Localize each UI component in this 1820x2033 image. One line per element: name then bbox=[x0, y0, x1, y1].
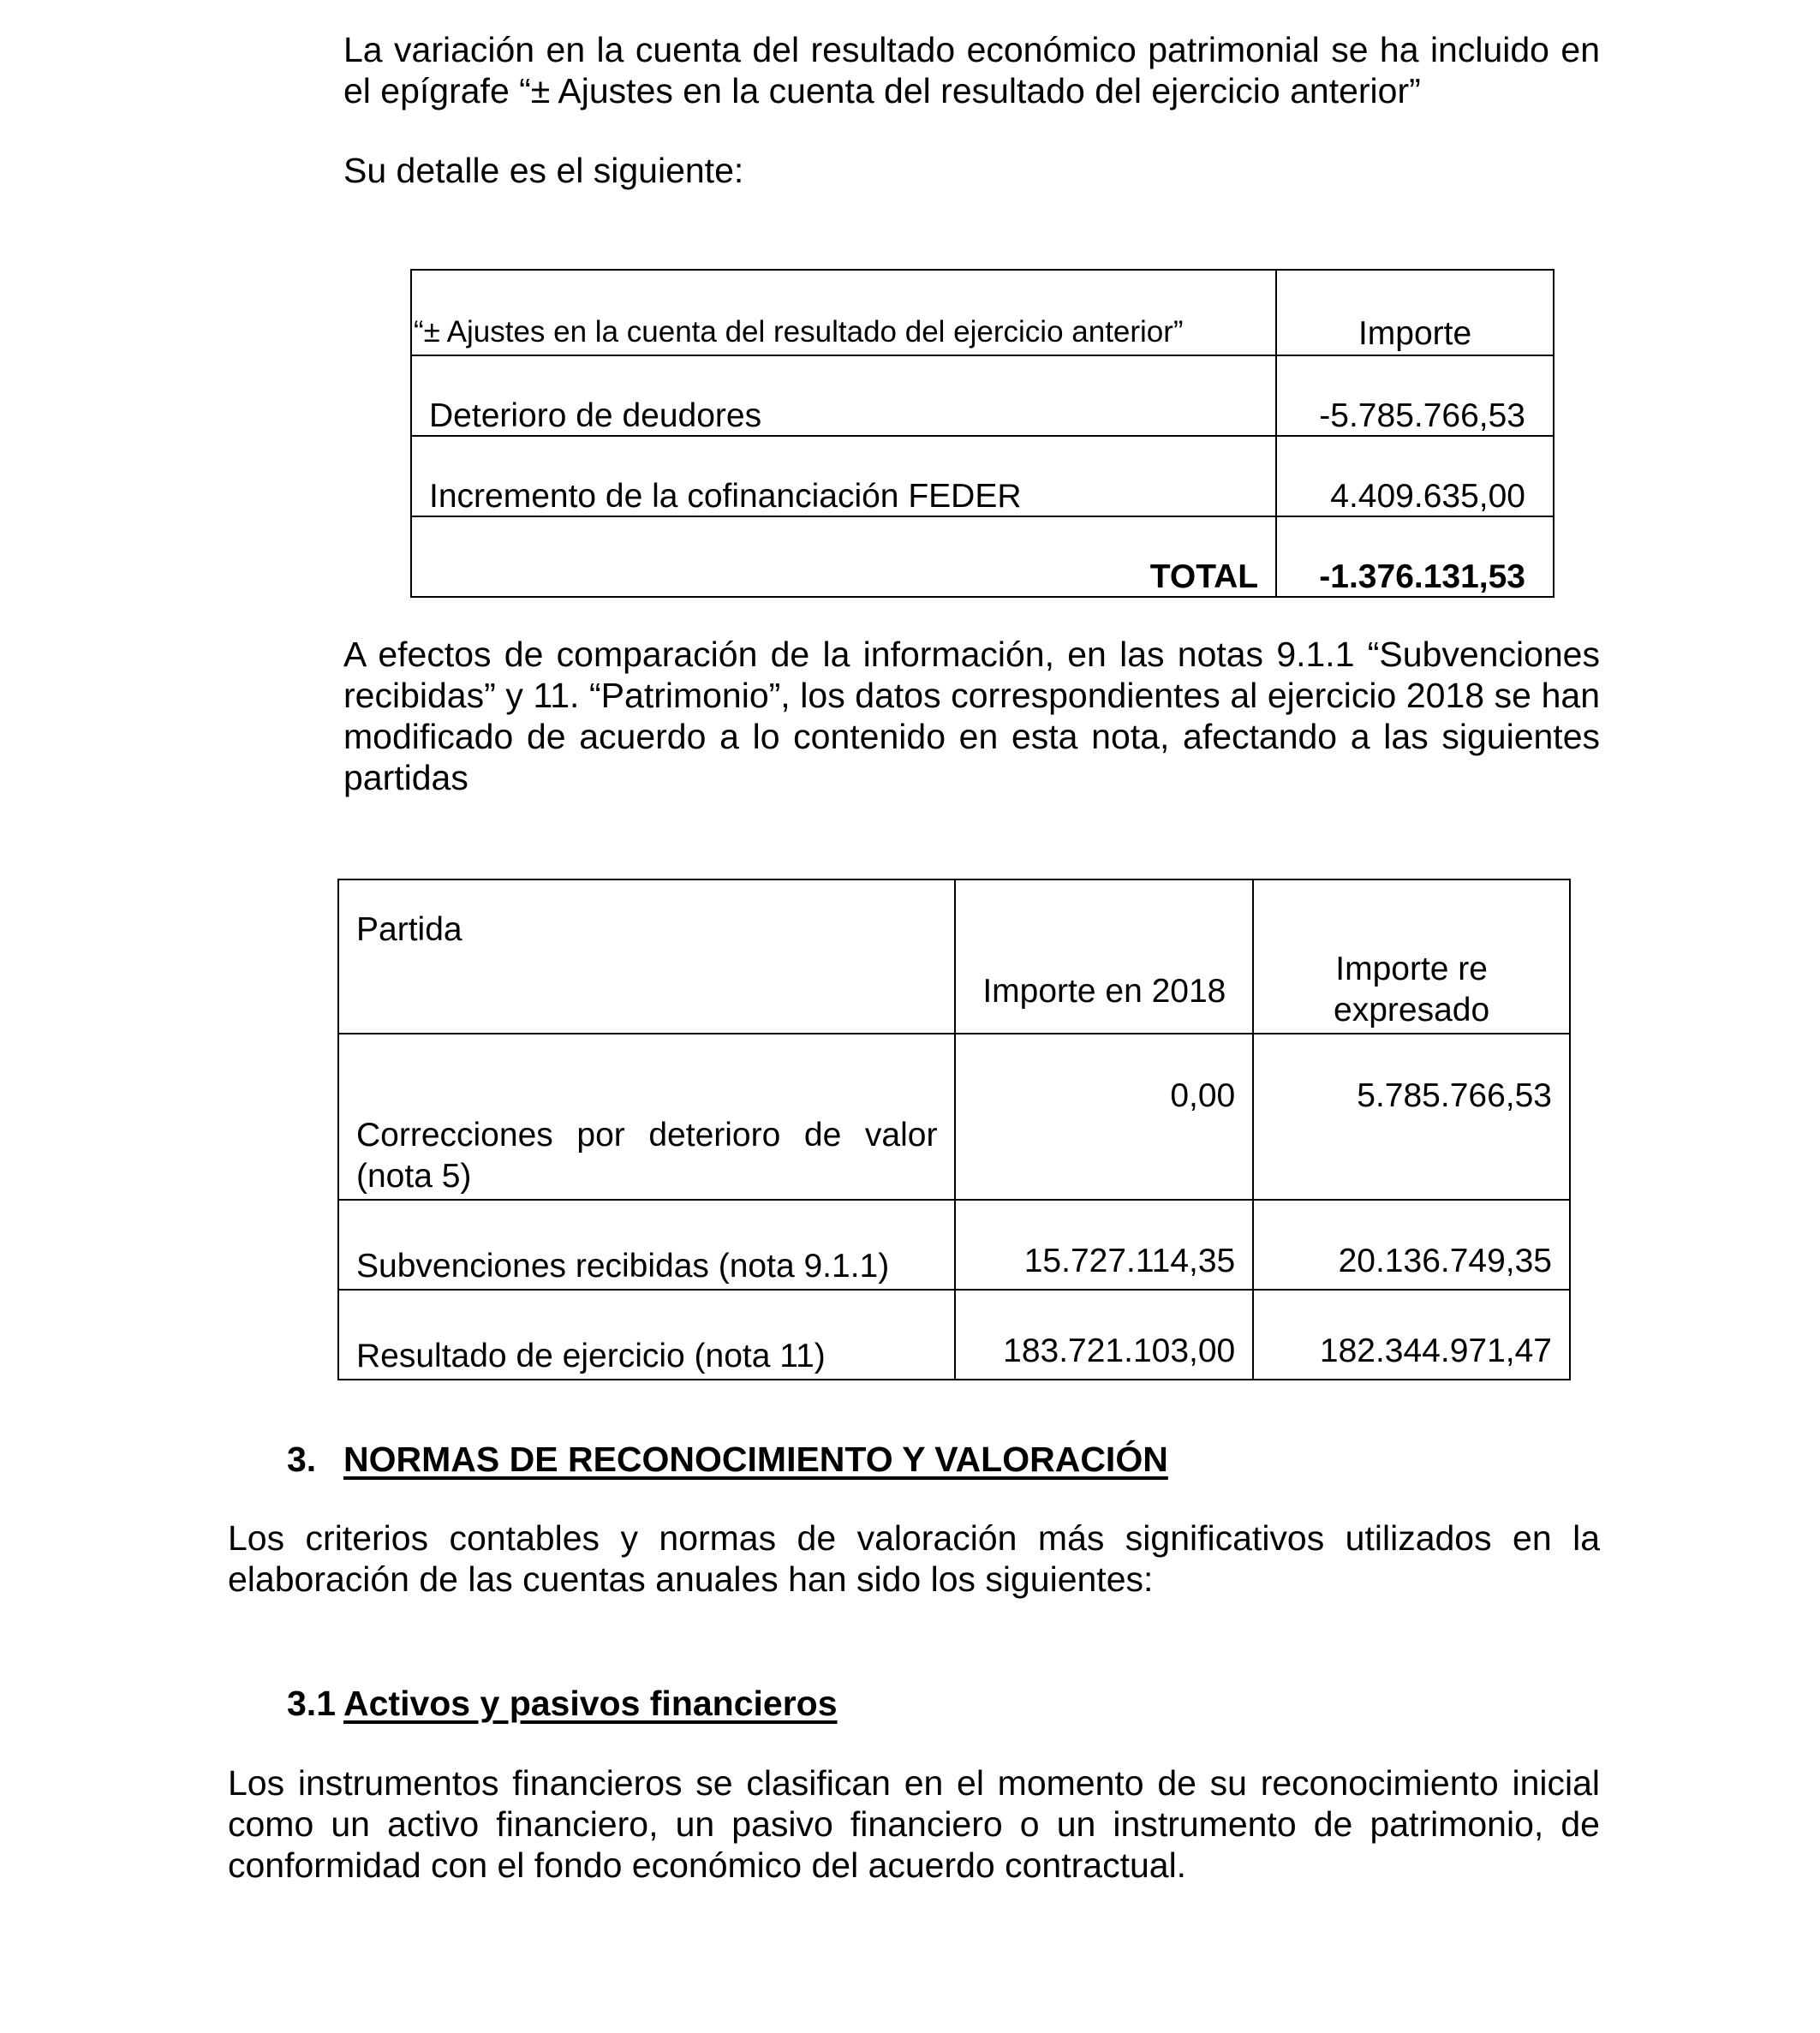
ajustes-header-row bbox=[411, 270, 1554, 355]
partidas-header-partida: Partida bbox=[338, 879, 955, 1034]
table-row bbox=[338, 1034, 1570, 1200]
section-3-1-line-3: conformidad con el fondo económico del acuerdo contractual. bbox=[228, 1845, 1187, 1885]
ajustes-header-concept: “± Ajustes en la cuenta del resultado del ejercicio anterior” bbox=[411, 270, 1276, 355]
ajustes-amount-cell: -5.785.766,53 bbox=[1276, 355, 1554, 436]
partidas-header-2018: Importe en 2018 bbox=[955, 879, 1253, 1034]
partidas-name-cell: Resultado de ejercicio (nota 11) bbox=[338, 1290, 955, 1380]
section-3-1-line-2: como un activo financiero, un pasivo financiero o un instrumento de patrimonio, de bbox=[228, 1804, 1600, 1844]
intro-line-2: el epígrafe “± Ajustes en la cuenta del resultado del ejercicio anterior” bbox=[343, 71, 1421, 110]
partidas-2018-cell: 183.721.103,00 bbox=[955, 1290, 1253, 1380]
table-row bbox=[338, 1200, 1570, 1290]
section-3-1-title: Activos y pasivos financieros bbox=[343, 1684, 838, 1723]
section-3-number: 3. bbox=[287, 1440, 317, 1479]
section-3-heading bbox=[287, 1439, 1315, 1480]
detail-intro-text: Su detalle es el siguiente: bbox=[343, 151, 744, 190]
ajustes-header-amount: Importe bbox=[1276, 270, 1554, 355]
section-3-1-heading bbox=[287, 1683, 1315, 1724]
section-3-line-1: Los criterios contables y normas de valoración más significativos utilizados en la bbox=[228, 1518, 1600, 1558]
section-3-1-line-1: Los instrumentos financieros se clasifican en el momento de su reconocimiento inicial bbox=[228, 1763, 1600, 1803]
ajustes-concept-cell: Deterioro de deudores bbox=[411, 355, 1276, 436]
ajustes-amount-cell: 4.409.635,00 bbox=[1276, 436, 1554, 516]
partidas-header-restated bbox=[1253, 879, 1570, 1034]
ajustes-total-row bbox=[411, 516, 1554, 597]
table-row bbox=[338, 1290, 1570, 1380]
section-3-title: NORMAS DE RECONOCIMIENTO Y VALORACIÓN bbox=[343, 1440, 1168, 1479]
partidas-name-cell: Subvenciones recibidas (nota 9.1.1) bbox=[338, 1200, 955, 1290]
comparison-line-4: partidas bbox=[343, 758, 468, 797]
partidas-table bbox=[337, 879, 1571, 1380]
section-3-paragraph bbox=[228, 1517, 1600, 1600]
partidas-restated-cell: 182.344.971,47 bbox=[1253, 1290, 1570, 1380]
table-row bbox=[411, 355, 1554, 436]
partidas-header-restated-line2: expresado bbox=[1334, 992, 1490, 1028]
partidas-header-restated-line1: Importe re bbox=[1335, 951, 1488, 987]
ajustes-concept-cell: Incremento de la cofinanciación FEDER bbox=[411, 436, 1276, 516]
ajustes-table bbox=[410, 269, 1554, 598]
comparison-paragraph bbox=[343, 634, 1600, 798]
ajustes-total-amount: -1.376.131,53 bbox=[1276, 516, 1554, 597]
table-row bbox=[411, 436, 1554, 516]
partidas-restated-cell: 20.136.749,35 bbox=[1253, 1200, 1570, 1290]
section-3-line-2: elaboración de las cuentas anuales han sido los siguientes: bbox=[228, 1559, 1154, 1599]
partidas-header-row bbox=[338, 879, 1570, 1034]
partidas-2018-cell: 0,00 bbox=[955, 1034, 1253, 1200]
ajustes-total-label: TOTAL bbox=[411, 516, 1276, 597]
comparison-line-2: recibidas” y 11. “Patrimonio”, los datos correspondientes al ejercicio 2018 se han bbox=[343, 676, 1600, 715]
comparison-line-1: A efectos de comparación de la información, en las notas 9.1.1 “Subvenciones bbox=[343, 635, 1600, 674]
partidas-name-cell: Correcciones por deterioro de valor (nota 5) bbox=[338, 1034, 955, 1200]
partidas-restated-cell: 5.785.766,53 bbox=[1253, 1034, 1570, 1200]
intro-line-1: La variación en la cuenta del resultado económico patrimonial se ha incluido en bbox=[343, 30, 1600, 69]
comparison-line-3: modificado de acuerdo a lo contenido en esta nota, afectando a las siguientes bbox=[343, 717, 1600, 756]
section-3-1-number: 3.1 bbox=[287, 1684, 336, 1723]
partidas-2018-cell: 15.727.114,35 bbox=[955, 1200, 1253, 1290]
section-3-1-paragraph bbox=[228, 1762, 1600, 1886]
intro-paragraph bbox=[343, 29, 1600, 111]
